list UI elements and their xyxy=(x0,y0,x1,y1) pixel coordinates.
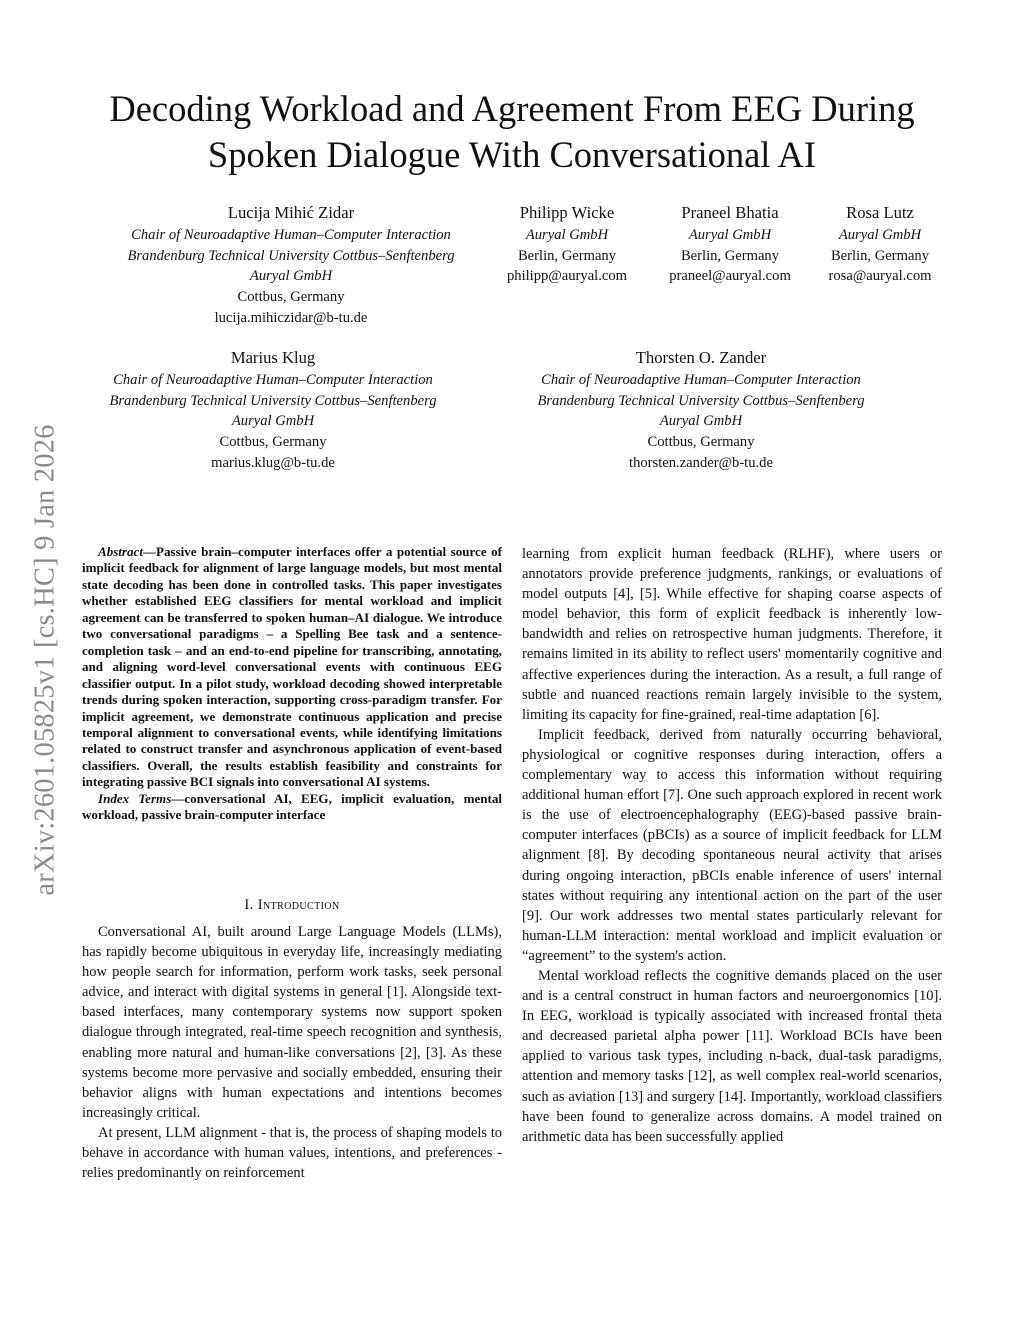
author-location: Berlin, Germany xyxy=(680,247,780,264)
body-paragraph: At present, LLM alignment - that is, the process of shaping models to behave in accordance with human values, intentions, and preferences - relies predominantly on reinforcement xyxy=(82,1124,502,1182)
author-block xyxy=(86,201,496,329)
section-title: Introduction xyxy=(257,897,340,913)
author-block xyxy=(492,201,642,287)
author-email: lucija.mihiczidar@b-tu.de xyxy=(214,309,368,326)
right-column-body xyxy=(522,544,942,1147)
author-affiliation: Brandenburg Technical University Cottbus–Senftenberg xyxy=(127,247,455,264)
author-name: Lucija Mihić Zidar xyxy=(227,203,355,222)
author-affiliation: Brandenburg Technical University Cottbus–Senftenberg xyxy=(537,392,865,409)
author-email: thorsten.zander@b-tu.de xyxy=(629,454,773,471)
author-block xyxy=(812,201,948,287)
author-affiliation: Auryal GmbH xyxy=(659,413,743,430)
section-heading xyxy=(82,897,502,914)
author-block xyxy=(68,346,478,474)
section-number: I. xyxy=(244,897,254,913)
author-name: Marius Klug xyxy=(230,348,316,367)
author-affiliation: Brandenburg Technical University Cottbus–Senftenberg xyxy=(109,392,437,409)
left-column-body xyxy=(82,922,502,1183)
author-name: Philipp Wicke xyxy=(519,203,615,222)
author-location: Cottbus, Germany xyxy=(237,289,345,306)
body-paragraph: learning from explicit human feedback (RLHF), where users or annotators provide preference judgments, rankings, or evaluations of model outputs [4], [5]. While effective for shaping coarse aspects of model behavior, this form of explicit feedback is inherently low-bandwidth and relies on retrospective human judgments. Therefore, it remains limited in its ability to reflect users' momentarily cognitive and affective experiences during the interaction. As a result, a full range of subtle and nuanced reactions remain largely invisible to the system, limiting its capacity for fine-grained, real-time adaptation [6]. xyxy=(522,546,942,723)
author-email: rosa@auryal.com xyxy=(828,268,932,285)
author-affiliation: Chair of Neuroadaptive Human–Computer Interaction xyxy=(541,372,861,388)
author-affiliation: Auryal GmbH xyxy=(249,268,333,285)
author-affiliation: Auryal GmbH xyxy=(838,227,922,243)
author-affiliation: Chair of Neuroadaptive Human–Computer Interaction xyxy=(113,372,433,388)
abstract-label: Abstract xyxy=(98,544,143,559)
author-name: Rosa Lutz xyxy=(846,203,914,222)
author-email: marius.klug@b-tu.de xyxy=(211,454,335,471)
author-location: Berlin, Germany xyxy=(517,247,617,264)
body-paragraph: Mental workload reflects the cognitive demands placed on the user and is a central construct in human factors and neuroergonomics [10]. In EEG, workload is typically associated with increased frontal theta and decreased parietal alpha power [11]. Workload BCIs have been applied to various task types, including n-back, dual-task paradigms, attention and memory tasks [12], as well complex real-world scenarios, such as aviation [13] and surgery [14]. Importantly, workload classifiers have been found to generalize across domains. A model trained on arithmetic data has been successfully applied xyxy=(522,967,942,1145)
index-terms-text: —conversational AI, EEG, implicit evaluation, mental workload, passive brain-computer interface xyxy=(82,790,502,823)
abstract-paragraph xyxy=(82,544,502,791)
index-terms-label: Index Terms xyxy=(98,790,172,806)
body-paragraph: Implicit feedback, derived from naturally occurring behavioral, physiological or cognitive responses during interaction, offers a complementary way to access this information without requiring additional human effort [7]. One such approach explored in recent work is the use of electroencephalography (EEG)-based passive brain-computer interfaces (pBCIs) as a source of implicit feedback for LLM alignment [8]. By decoding spontaneous neural activity that arises during ongoing interaction, pBCIs enable inference of users' internal states without requiring any intentional action on the part of the user [9]. Our work addresses two mental states particularly relevant for human-LLM interaction: mental workload and implicit evaluation or “agreement” to the system's action. xyxy=(522,726,942,964)
arxiv-identifier: arXiv:2601.05825v1 [cs.HC] 9 Jan 2026 xyxy=(30,424,62,896)
index-terms xyxy=(82,791,502,824)
body-paragraph: Conversational AI, built around Large Language Models (LLMs), has rapidly become ubiquitous in everyday life, increasingly mediating how people search for information, perform work tasks, seek personal advice, and interact with digital systems in general [1]. Alongside text-based interfaces, many contemporary systems now support spoken dialogue through integrated, real-time speech recognition and synthesis, enabling more natural and human-like conversations [2], [3]. As these systems become more pervasive and socially embedded, ensuring their behavior aligns with human expectations and intentions becomes increasingly critical. xyxy=(82,924,502,1121)
author-location: Cottbus, Germany xyxy=(647,434,755,451)
author-affiliation: Auryal GmbH xyxy=(525,227,609,243)
author-name: Thorsten O. Zander xyxy=(635,348,767,367)
author-affiliation: Auryal GmbH xyxy=(231,413,315,430)
paper-title: Decoding Workload and Agreement From EEG During Spoken Dialogue With Conversational AI xyxy=(109,88,915,175)
author-email: philipp@auryal.com xyxy=(506,268,628,285)
author-location: Berlin, Germany xyxy=(830,247,930,264)
author-block xyxy=(496,346,906,474)
author-block xyxy=(652,201,808,287)
author-affiliation: Chair of Neuroadaptive Human–Computer Interaction xyxy=(131,227,451,243)
author-name: Praneel Bhatia xyxy=(681,203,779,222)
abstract-text: —Passive brain–computer interfaces offer a potential source of implicit feedback for alignment of large language models, but most mental state decoding has been done in controlled tasks. This paper investigates whether established EEG classifiers for mental workload and implicit agreement can be transferred to spoken human–AI dialogue. We introduce two conversational paradigms – a Spelling Bee task and a sentence-completion task – and an end-to-end pipeline for transcribing, annotating, and aligning word-level conversational events with continuous EEG classifier output. In a pilot study, workload decoding showed interpretable trends during spoken interaction, supporting cross-paradigm transfer. For implicit agreement, we demonstrate continuous application and precise temporal alignment to conversational events, while identifying limitations related to construct transfer and asynchronous application of event-based classifiers. Overall, the results establish feasibility and constraints for integrating passive BCI signals into conversational AI systems. xyxy=(82,544,502,790)
author-location: Cottbus, Germany xyxy=(219,434,327,451)
abstract xyxy=(82,544,502,824)
author-affiliation: Auryal GmbH xyxy=(688,227,772,243)
author-email: praneel@auryal.com xyxy=(669,268,791,285)
